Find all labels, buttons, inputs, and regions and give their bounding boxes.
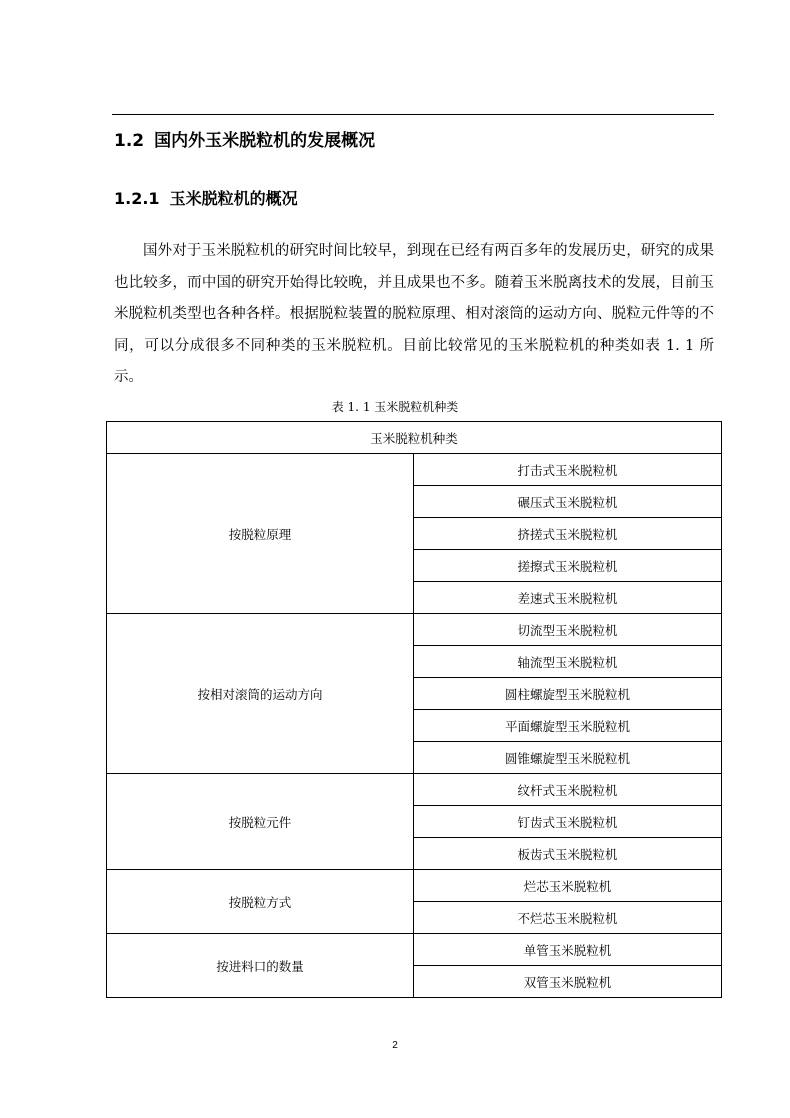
body-paragraph: 国外对于玉米脱粒机的研究时间比较早，到现在已经有两百多年的发展历史，研究的成果也比较多，而中国的研究开始得比较晚，并且成果也不多。随着玉米脱离技术的发展，目前玉米脱粒机类型也各种各样。根据脱粒装置的脱粒原理、相对滚筒的运动方向、脱粒元件等的不同，可以分成很多不同种类的玉米脱粒机。目前比较常见的玉米脱粒机的种类如表 1. 1 所示。 xyxy=(114,243,714,385)
category-cell: 按相对滚筒的运动方向 xyxy=(107,614,414,774)
table-row xyxy=(107,774,722,806)
page-number: 2 xyxy=(392,1040,398,1051)
category-cell: 按脱粒元件 xyxy=(107,774,414,870)
table-row xyxy=(107,870,722,902)
subsection-title: 玉米脱粒机的概况 xyxy=(169,189,298,208)
type-cell: 打击式玉米脱粒机 xyxy=(414,454,722,486)
subsection-heading xyxy=(114,186,298,209)
header-rule xyxy=(112,114,714,115)
type-cell: 切流型玉米脱粒机 xyxy=(414,614,722,646)
type-cell: 烂芯玉米脱粒机 xyxy=(414,870,722,902)
category-cell: 按脱粒方式 xyxy=(107,870,414,934)
type-cell: 单管玉米脱粒机 xyxy=(414,934,722,966)
type-cell: 差速式玉米脱粒机 xyxy=(414,582,722,614)
table-header-row xyxy=(107,422,722,454)
section-title: 国内外玉米脱粒机的发展概况 xyxy=(154,131,376,151)
category-cell: 按脱粒原理 xyxy=(107,454,414,614)
type-cell: 挤搓式玉米脱粒机 xyxy=(414,518,722,550)
table-caption: 表 1. 1 玉米脱粒机种类 xyxy=(331,400,459,414)
subsection-number: 1.2.1 xyxy=(114,189,160,208)
type-cell: 双管玉米脱粒机 xyxy=(414,966,722,998)
type-cell: 平面螺旋型玉米脱粒机 xyxy=(414,710,722,742)
type-cell: 钉齿式玉米脱粒机 xyxy=(414,806,722,838)
corn-thresher-types-table xyxy=(106,421,722,998)
type-cell: 圆柱螺旋型玉米脱粒机 xyxy=(414,678,722,710)
table-row xyxy=(107,614,722,646)
type-cell: 不烂芯玉米脱粒机 xyxy=(414,902,722,934)
section-number: 1.2 xyxy=(114,131,145,151)
type-cell: 圆锥螺旋型玉米脱粒机 xyxy=(414,742,722,774)
table-row xyxy=(107,934,722,966)
type-cell: 搓擦式玉米脱粒机 xyxy=(414,550,722,582)
category-cell: 按进料口的数量 xyxy=(107,934,414,998)
table-header: 玉米脱粒机种类 xyxy=(107,422,722,454)
section-heading xyxy=(114,126,375,151)
type-cell: 碾压式玉米脱粒机 xyxy=(414,486,722,518)
type-cell: 轴流型玉米脱粒机 xyxy=(414,646,722,678)
table-row xyxy=(107,454,722,486)
type-cell: 纹杆式玉米脱粒机 xyxy=(414,774,722,806)
type-cell: 板齿式玉米脱粒机 xyxy=(414,838,722,870)
